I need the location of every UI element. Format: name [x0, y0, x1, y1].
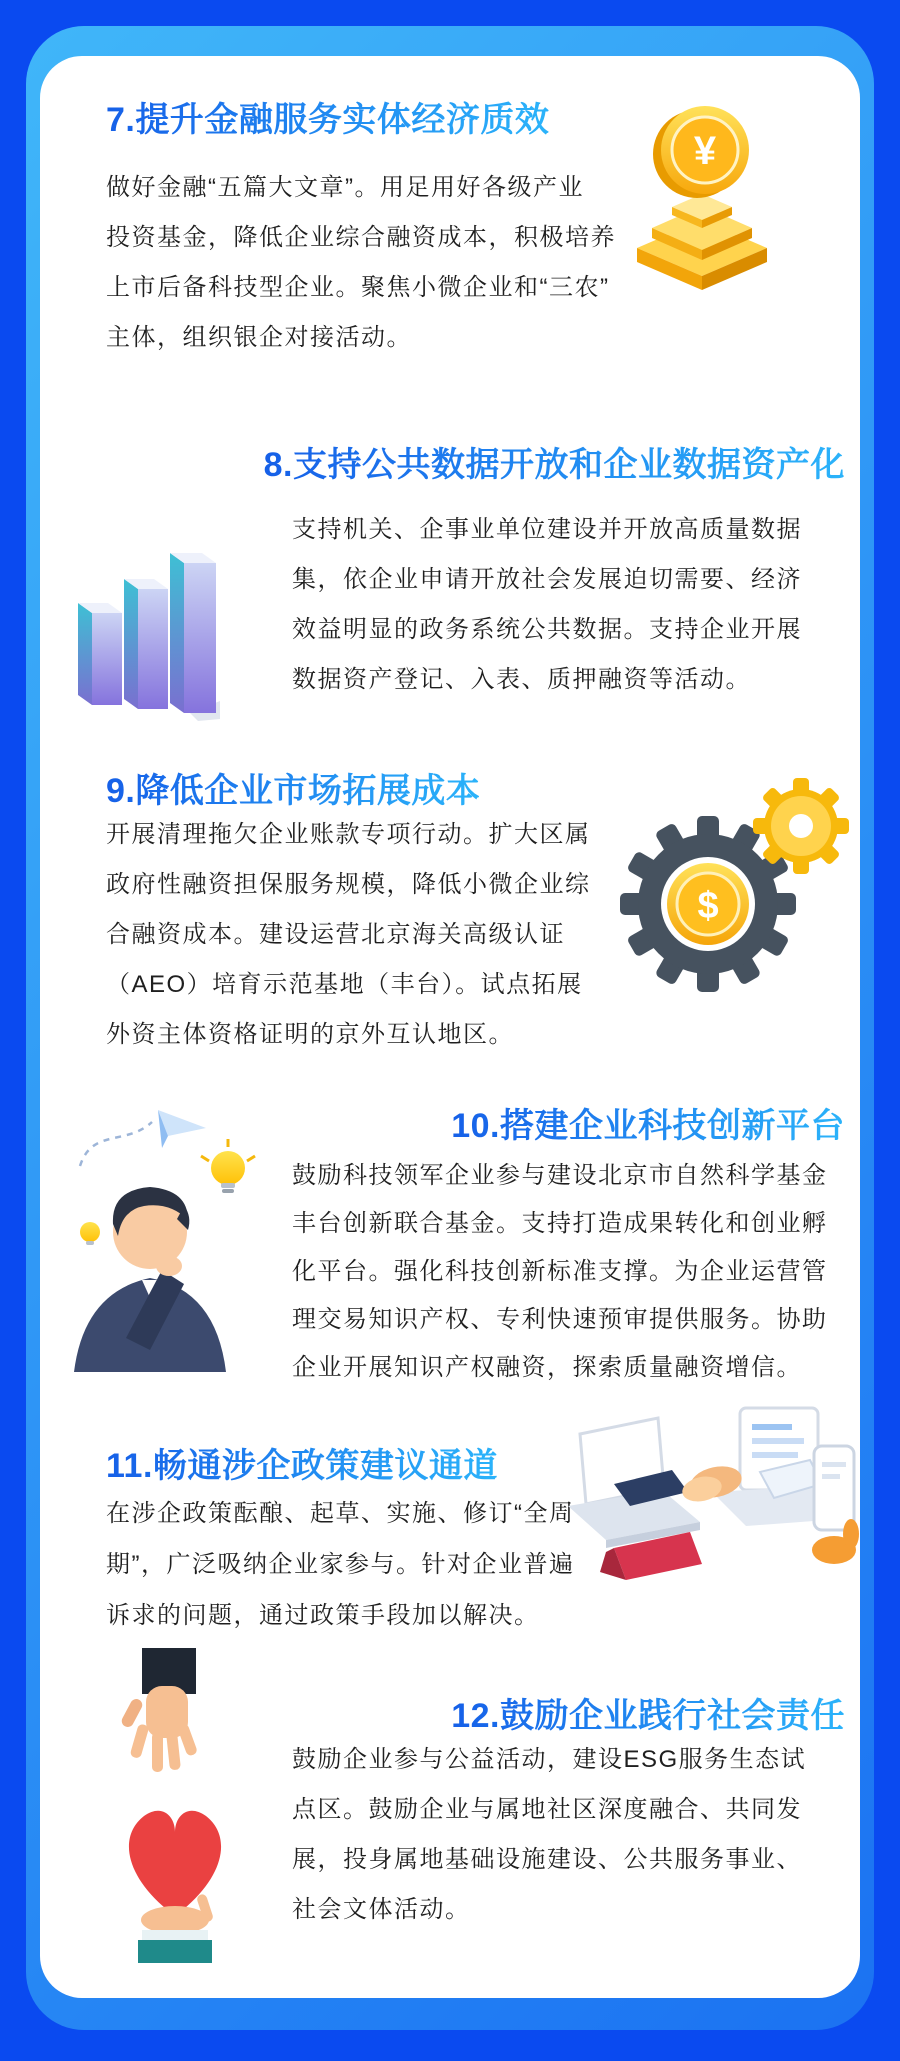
- body-line: 主体，组织银企对接活动。: [106, 324, 412, 351]
- body-line: 社会文体活动。: [292, 1896, 471, 1923]
- body-line: 丰台创新联合基金。支持打造成果转化和创业孵: [292, 1210, 828, 1237]
- small-gear: [753, 778, 849, 874]
- yuan-symbol: ¥: [693, 129, 717, 173]
- body-line: 化平台。强化科技创新标准支撑。为企业运营管: [292, 1258, 828, 1285]
- body-line: 数据资产登记、入表、质押融资等活动。: [292, 666, 751, 693]
- section-7-body: [106, 163, 616, 363]
- dollar-symbol: $: [697, 885, 719, 927]
- section-8-body: [292, 505, 802, 705]
- section-9-heading: 9.降低企业市场拓展成本: [106, 763, 480, 812]
- body-line: 点区。鼓励企业与属地社区深度融合、共同发: [292, 1796, 802, 1823]
- section-8-heading: 8.支持公共数据开放和企业数据资产化: [264, 437, 845, 486]
- body-line: 鼓励科技领军企业参与建设北京市自然科学基金: [292, 1162, 828, 1189]
- coin-pedestal-icon: [625, 102, 780, 292]
- lightbulb-icon: [201, 1139, 255, 1193]
- body-line: 在涉企政策酝酿、起草、实施、修订“全周: [106, 1500, 575, 1527]
- body-line: 外资主体资格证明的京外互认地区。: [106, 1021, 514, 1048]
- body-line: 投资基金，降低企业综合融资成本，积极培养: [106, 224, 616, 251]
- body-line: 鼓励企业参与公益活动，建设ESG服务生态试: [292, 1746, 807, 1773]
- phone-with-hand: [812, 1446, 859, 1564]
- body-line: 理交易知识产权、专利快速预审提供服务。协助: [292, 1306, 828, 1333]
- body-line: 诉求的问题，通过政策手段加以解决。: [106, 1602, 540, 1629]
- body-line: 效益明显的政务系统公共数据。支持企业开展: [292, 616, 802, 643]
- body-line: （AEO）培育示范基地（丰台）。试点拓展: [106, 971, 583, 998]
- handshake-laptops-icon: [562, 1396, 860, 1621]
- body-line: 开展清理拖欠企业账款专项行动。扩大区属: [106, 821, 591, 848]
- section-10-body: [292, 1152, 828, 1392]
- section-12-heading: 12.鼓励企业践行社会责任: [451, 1688, 845, 1737]
- section-11-heading: 11.畅通涉企政策建议通道: [106, 1438, 498, 1487]
- section-7-heading: 7.提升金融服务实体经济质效: [106, 92, 549, 141]
- body-line: 期”，广泛吸纳企业家参与。针对企业普遍: [106, 1551, 575, 1578]
- body-line: 展，投身属地基础设施建设、公共服务事业、: [292, 1846, 802, 1873]
- section-11-body: [106, 1488, 575, 1641]
- hand-heart-icon: [100, 1648, 250, 1963]
- body-line: 集，依企业申请开放社会发展迫切需要、经济: [292, 566, 802, 593]
- body-line: 支持机关、企事业单位建设并开放高质量数据: [292, 516, 802, 543]
- dashed-trail: [80, 1122, 152, 1166]
- thinking-man-bulbs-icon: [66, 1102, 276, 1372]
- thinking-man: [74, 1187, 226, 1372]
- section-10-heading: 10.搭建企业科技创新平台: [451, 1098, 845, 1147]
- paper-plane-icon: [158, 1110, 206, 1148]
- lightbulb-icon: [80, 1222, 100, 1245]
- bar-chart-3d-icon: [70, 553, 220, 723]
- body-line: 合融资成本。建设运营北京海关高级认证: [106, 921, 565, 948]
- body-line: 做好金融“五篇大文章”。用足用好各级产业: [106, 174, 584, 201]
- section-12-body: [292, 1735, 806, 1935]
- body-line: 政府性融资担保服务规模，降低小微企业综: [106, 871, 591, 898]
- body-line: 企业开展知识产权融资，探索质量融资增信。: [292, 1354, 802, 1381]
- section-9-body: [106, 810, 591, 1060]
- body-line: 上市后备科技型企业。聚焦小微企业和“三农”: [106, 274, 610, 301]
- giving-hand: [120, 1648, 198, 1772]
- gears-dollar-icon: [608, 772, 853, 1007]
